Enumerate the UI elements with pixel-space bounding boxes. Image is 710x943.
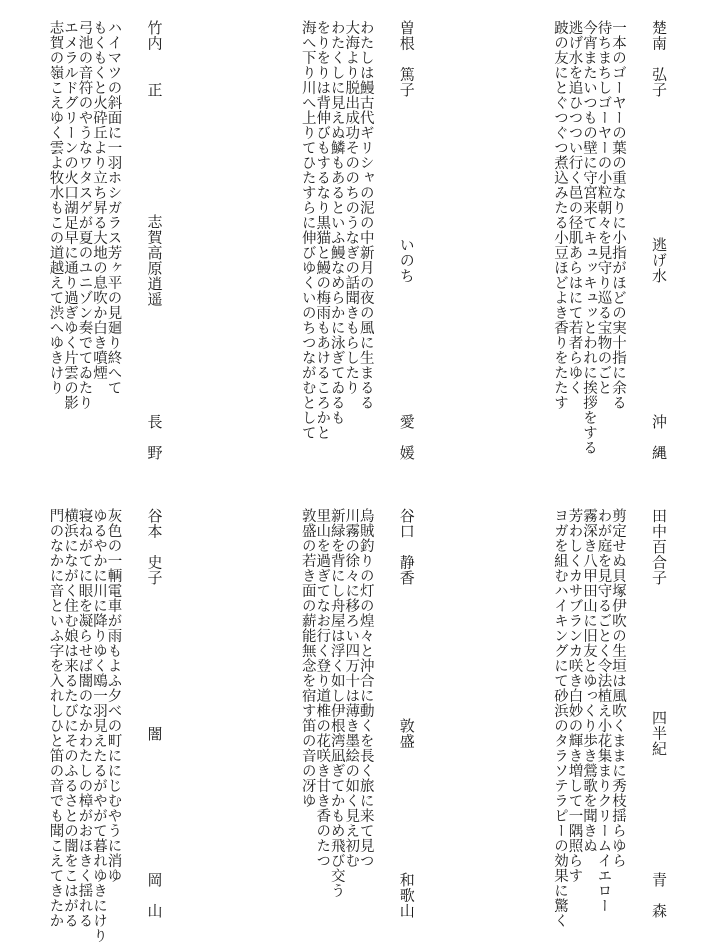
tanka-line: 敦盛の若き面の薪能無念を宿す笛の音の冴ゆ [299,508,316,808]
tanka-line: わたしは鰻古代ギリシャの泥の中新月の夜の風に生まるる [357,20,374,410]
poet-name: 谷口 静香 [397,508,416,586]
tanka-line: わが庭を見守るごとく令法植え小花集まりクリームイエロー [595,508,612,913]
tanka-line: 大海より脱出成功そののちのうなぎの話聞きもらしたり [343,20,360,395]
poem-title: 敦盛 [397,718,416,749]
poet-prefecture: 岡 山 [145,871,164,918]
tanka-line: 待ちまちしゴーヤーの小粒朝々を見守り巡る宝物のごと [595,20,612,395]
tanka-line: 志賀の嶺こえゆく雲よ牧水もこの道越えて渋へゆきけり [47,20,64,395]
poet-header [147,508,162,918]
tanka-line: 霧深き八甲田山に旧友とゆっくり歩き鶯歌を聞きぬ [581,508,597,853]
poet-header [399,20,414,460]
tanka-line: エメラルドグリーンの火口湖足早に通り過ぎゆく片雲の影 [62,20,78,410]
poem-title: 志賀高原逍遥 [145,214,164,307]
poem-title: 闇 [145,725,164,742]
tanka-line: 逃げ水を追ひつつい行く邑の径肌あらはにて若者らゆく [566,20,583,395]
poet-block [300,508,414,918]
tanka-line: 海へ下り川へ上りてひたすらに伸びゆくいのちつながむとして [299,20,316,440]
poem-title: いのち [397,237,416,284]
poet-prefecture: 青 森 [650,871,668,918]
tanka-line: 跛の友にとぐつぐつ煮込みたる小豆ほどよき香りをたたす [552,20,568,410]
poet-prefecture: 長 野 [145,413,164,460]
tanka-line: もくもくと火砕丘より立ち昇る大地の息吹か白き噴煙 [91,20,107,380]
tanka-line: 新緑を背にし舟屋は浮く如し伊根湾凪ぎてかもめ飛び交う [328,508,345,898]
poet-prefecture: 沖 縄 [650,413,668,460]
poet-name: 田中百合子 [650,508,668,586]
poet-block [553,20,667,460]
poet-block [552,508,668,928]
tanka-line: 寝ねがてに眼を凝らせば闇のなかわたしの樟がおほきく揺れる [76,508,93,928]
tanka-line: ヨガを組むハイキングにて砂浜のタラソテラピーの効果に驚く [552,508,568,928]
bottom-section [47,508,668,943]
poet-header [147,20,162,460]
poet-prefecture: 和歌山 [397,871,416,918]
poet-header [651,508,666,918]
poet-block [47,508,164,943]
poet-name: 曽根 篤子 [397,20,416,98]
poet-name: 楚南 弘子 [650,20,668,98]
top-section [48,20,666,460]
top-columns [48,20,666,460]
tanka-line: をりをりは背伸びもするなり黒猫と鰻の梅雨もあけるころかと [314,20,331,440]
poet-header [399,508,414,918]
poem-title: 逃げ水 [650,237,668,284]
tanka-line: わたくしに見えぬ鱗もあるといふ鰻なめらかに泳ぎてゐるも [328,20,345,425]
tanka-line: 今宵またいつもの壁に守宮来てキュッキュッとわれに挨拶をする [581,20,597,455]
poet-header [651,20,666,460]
poet-block [48,20,162,460]
tanka-line: 灰色の一輌電車が雨もよふ夕べの町ににじむやうに消ゆ [105,508,122,883]
tanka-line: 芳わしくカサブランカ咲き白妙の輝き増して一隅照らす [566,508,583,883]
tanka-line: ゆるやかに川に降りゆく鴎一羽見えたるがやがて暮れゆきにけり [91,508,107,943]
tanka-line: 一本のゴーヤーの葉の重なりに小指がほどの実十指に余る [610,20,626,410]
poet-name: 竹内 正 [145,20,164,98]
tanka-line: 門のなかに音といふ字を入れしひと笛の音でも聞こえてきたか [47,508,64,928]
tanka-line: 里山を過ぎてなお行く登り道椎の花咲き甘き香のたつ [314,508,331,868]
poet-block [300,20,414,460]
bottom-columns [47,508,668,943]
tanka-line: ハイマツの斜面に一羽ホシガラス芳ヶ平の見廻り終へて [105,20,122,395]
tanka-line: 烏賊釣りの灯の煌々と沖合に動くを長く旅に来て見つ [357,508,374,868]
tanka-line: 川霧の徐々に移ろい四万十は薄き墨絵の如く見え初む [343,508,360,868]
tanka-line: 剪定せぬ貝塚伊吹の生垣は風吹くままに秀枝揺らゆら [610,508,626,868]
poet-prefecture: 愛 媛 [397,413,416,460]
poem-title: 四半紀 [650,710,668,757]
poet-name: 谷本 史子 [145,508,164,586]
tanka-line: 横浜にながく住む娘は来るたびにそのふるさとの闇をこはがる [62,508,78,928]
tanka-line: 弓池の音符のやうなワタスゲが夏のユニゾン奏でてゐたり [76,20,93,410]
